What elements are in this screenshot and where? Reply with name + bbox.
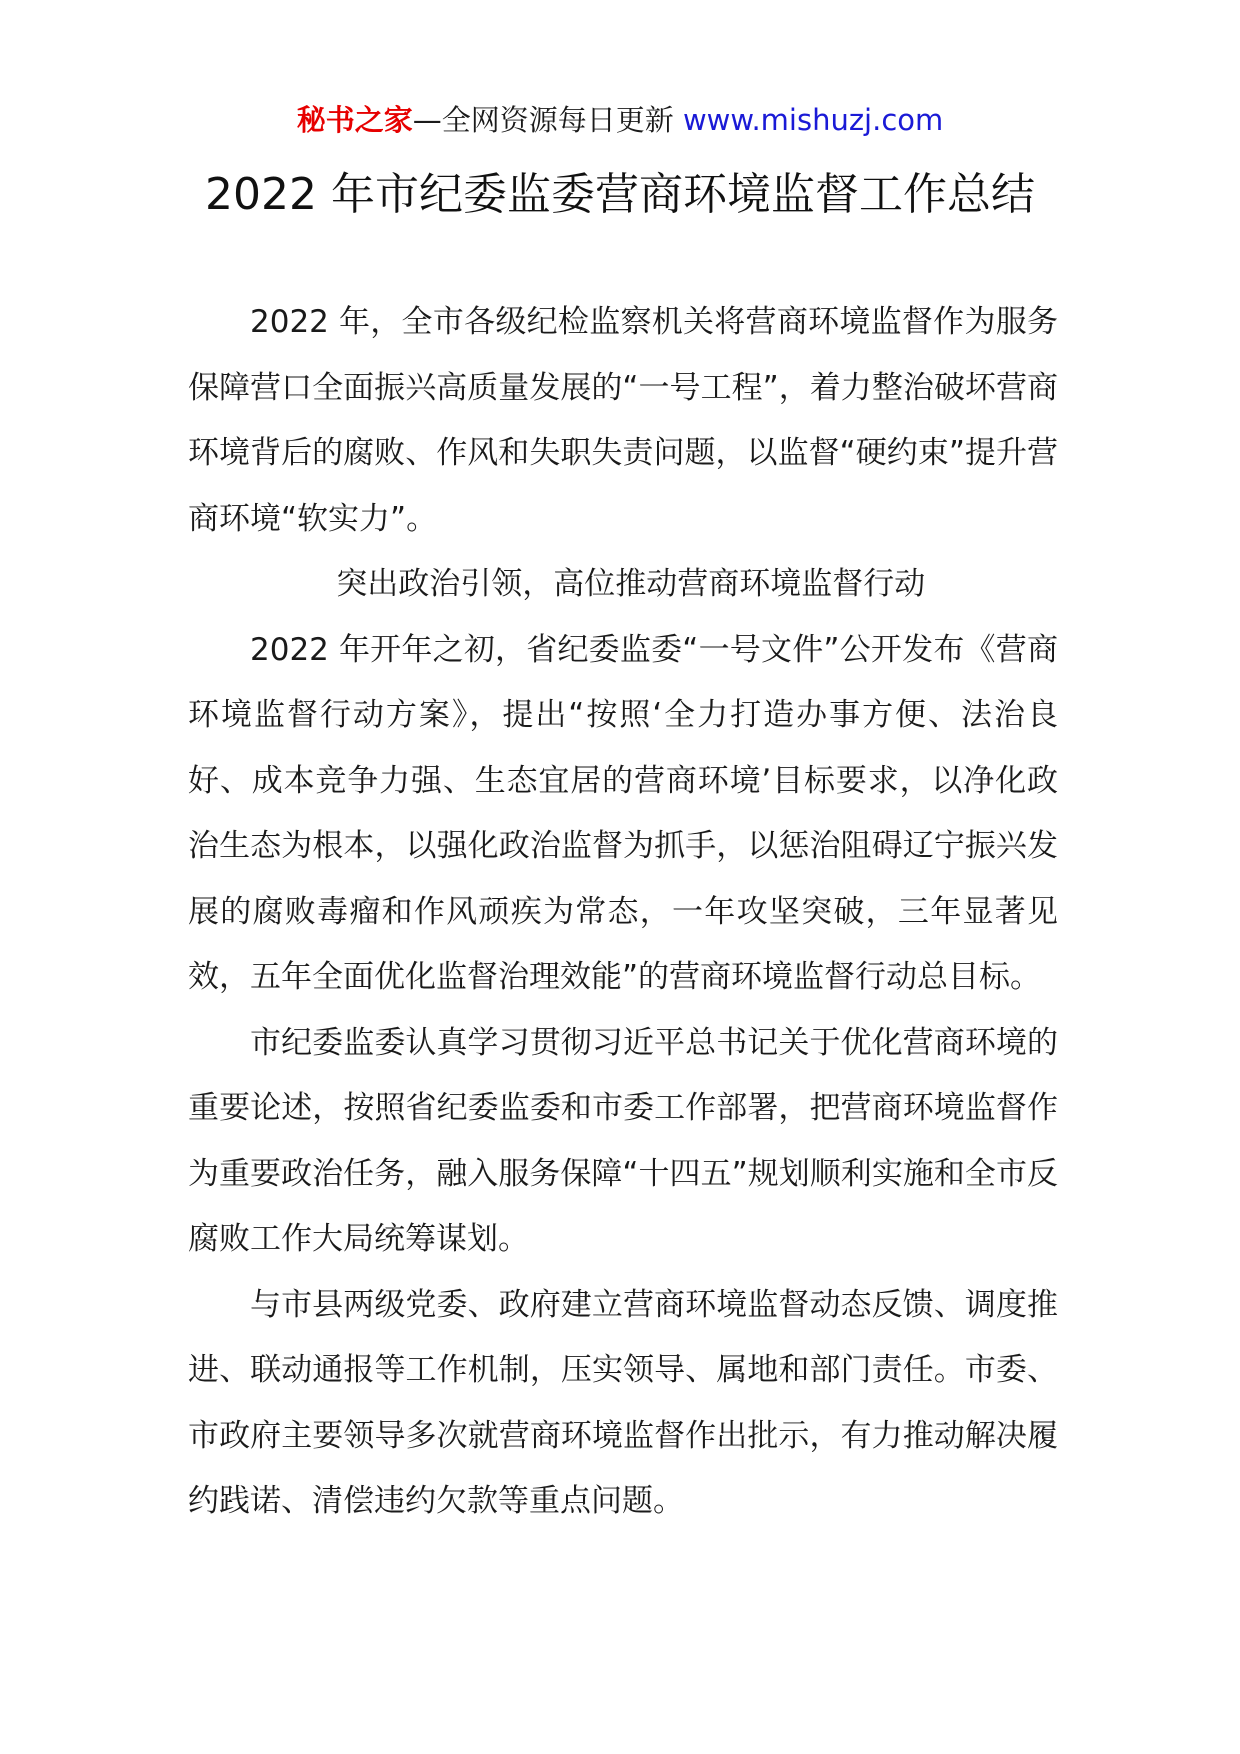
site-header xyxy=(0,100,1240,140)
paragraph-intro: 2022 年，全市各级纪检监察机关将营商环境监督作为服务保障营口全面振兴高质量发展的“一号工程”，着力整治破坏营商环境背后的腐败、作风和失职失责问题，以监督“硬约束”提升营商环境“软实力”。 xyxy=(188,304,1058,537)
paragraph-mechanisms: 与市县两级党委、政府建立营商环境监督动态反馈、调度推进、联动通报等工作机制，压实领导、属地和部门责任。市委、市政府主要领导多次就营商环境监督作出批示，有力推动解决履约践诺、清偿违约欠款等重点问题。 xyxy=(188,1286,1058,1519)
header-tagline: —全网资源每日更新 xyxy=(412,103,683,137)
site-url-link[interactable]: www.mishuzj.com xyxy=(682,103,944,137)
section-heading: 突出政治引领，高位推动营商环境监督行动 xyxy=(336,566,926,602)
document-body xyxy=(188,290,1058,1535)
paragraph-provincial-plan: 2022 年开年之初，省纪委监委“一号文件”公开发布《营商环境监督行动方案》，提出“按照‘全力打造办事方便、法治良好、成本竞争力强、生态宜居的营商环境’目标要求，以净化政治生态为根本，以强化政治监督为抓手，以惩治阻碍辽宁振兴发展的腐败毒瘤和作风顽疾为常态，一年攻坚突破，三年显著见效，五年全面优化监督治理效能”的营商环境监督行动总目标。 xyxy=(188,631,1058,995)
brand-name: 秘书之家 xyxy=(296,103,413,137)
document-title: 2022 年市纪委监委营商环境监督工作总结 xyxy=(205,169,1035,220)
paragraph-city-commission: 市纪委监委认真学习贯彻习近平总书记关于优化营商环境的重要论述，按照省纪委监委和市委工作部署，把营商环境监督作为重要政治任务，融入服务保障“十四五”规划顺利实施和全市反腐败工作大局统筹谋划。 xyxy=(188,1024,1058,1257)
